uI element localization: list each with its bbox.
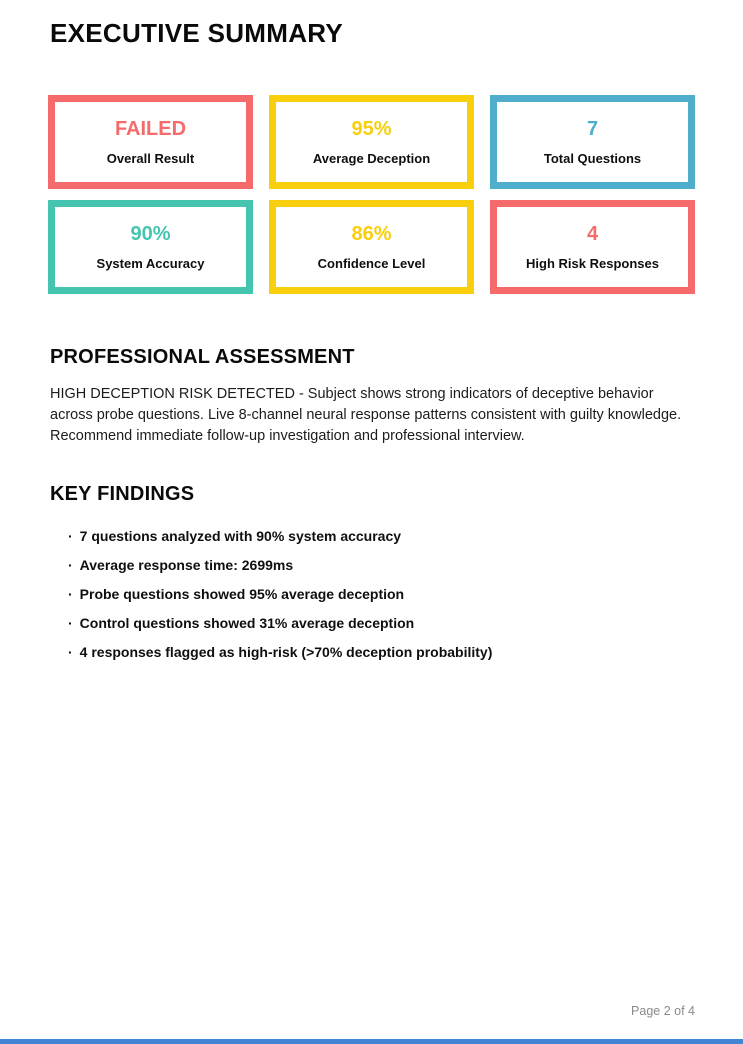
stat-value: FAILED: [114, 118, 187, 140]
key-finding-text: 4 responses flagged as high-risk (>70% deception probability): [79, 644, 493, 660]
key-finding-item: [68, 644, 695, 660]
stat-value: 90%: [130, 223, 171, 245]
stat-value: 86%: [351, 223, 392, 245]
bottom-accent-bar: [0, 1039, 743, 1044]
stat-label: Total Questions: [543, 151, 642, 166]
stat-card-overall-result: [48, 95, 253, 189]
stat-card-confidence-level: [269, 200, 474, 294]
stat-label: System Accuracy: [96, 256, 205, 271]
bullet-icon: ·: [68, 644, 73, 660]
bullet-icon: ·: [68, 528, 73, 544]
page-number: Page 2 of 4: [631, 1004, 695, 1018]
professional-assessment-body: HIGH DECEPTION RISK DETECTED - Subject shows strong indicators of deceptive behavior across probe questions. Live 8-channel neural response patterns consistent with guilty knowledge. Recommend immediate follow-up investigation and professional interview.: [50, 386, 682, 444]
bullet-icon: ·: [68, 586, 73, 602]
stat-value: 7: [586, 118, 599, 140]
stat-card-high-risk-responses: [490, 200, 695, 294]
stat-label: Confidence Level: [317, 256, 426, 271]
stat-card-system-accuracy: [48, 200, 253, 294]
key-finding-item: [68, 586, 695, 602]
key-finding-item: [68, 557, 695, 573]
key-finding-text: 7 questions analyzed with 90% system accuracy: [79, 528, 402, 544]
stat-card-total-questions: [490, 95, 695, 189]
stat-card-average-deception: [269, 95, 474, 189]
professional-assessment-heading: PROFESSIONAL ASSESSMENT: [50, 346, 355, 368]
stat-value: 95%: [351, 118, 392, 140]
key-finding-item: [68, 528, 695, 544]
key-finding-text: Probe questions showed 95% average deception: [79, 586, 405, 602]
stat-label: High Risk Responses: [526, 256, 659, 271]
stat-value: 4: [586, 223, 599, 245]
stat-label: Overall Result: [106, 151, 195, 166]
key-findings-list: [68, 528, 695, 660]
bullet-icon: ·: [68, 615, 73, 631]
key-findings-heading: KEY FINDINGS: [50, 483, 195, 505]
key-findings-section: [50, 483, 695, 660]
summary-stats-grid: [48, 95, 695, 294]
bullet-icon: ·: [68, 557, 73, 573]
key-finding-item: [68, 615, 695, 631]
professional-assessment-section: [50, 346, 695, 447]
stat-label: Average Deception: [312, 151, 431, 166]
key-finding-text: Average response time: 2699ms: [79, 557, 294, 573]
key-finding-text: Control questions showed 31% average deception: [79, 615, 415, 631]
page-title: EXECUTIVE SUMMARY: [50, 18, 344, 48]
